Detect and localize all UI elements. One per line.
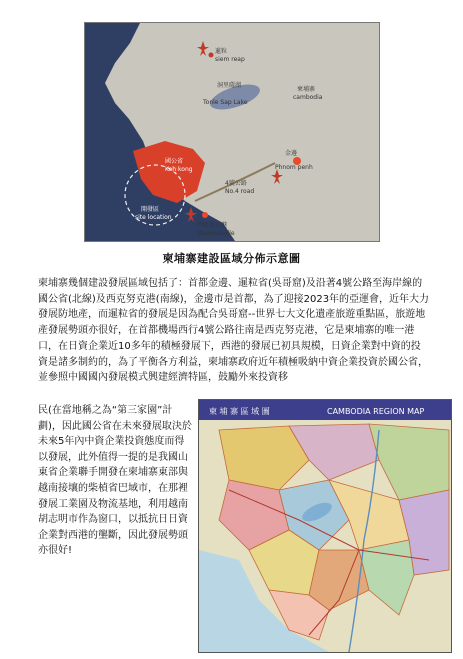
region-photo-map	[84, 22, 380, 242]
region-map-title-cn: 柬 埔 寨 區 域 圖	[209, 407, 270, 416]
label-site-location: site location	[135, 214, 172, 221]
label-siem-reap-cn: 暹粒	[215, 48, 228, 55]
label-phnom-penh: Phnom penh	[275, 164, 313, 171]
label-road: No.4 road	[225, 188, 255, 195]
label-tonle-sap-cn: 洞里薩湖	[217, 82, 242, 89]
label-koh-kong: Koh kong	[165, 166, 193, 173]
label-cambodia-cn: 柬埔寨	[297, 86, 316, 93]
body-paragraph: 柬埔寨幾個建設發展區域包括了：首都金邊、暹粒省(吳哥窟)及沿著4號公路至海岸線的國公省(北線)及西克努克港(南線)，金邊市是首都，為了迎接2023年的亞運會，近年大力發展防地產，而暹粒省的發展是因為配合吳哥窟--世界七大文化遺產旅遊重點區，旅遊地產發展勢頭亦很好，在首都機場西行4號公路往南是西克努克港，它是柬埔寨的唯一港口，在日資企業近10多年的積極發展下，西港的發展已初具規模，日資企業對中資的投資是諸多制約的，為了平衡各方利益，柬埔寨政府近年積極吸納中資企業投資於國公省，並參照中國國內發展模式興建經濟特區，鼓勵外來投資移	[38, 278, 430, 384]
label-site-cn: 開發區	[141, 206, 160, 213]
label-koh-kong-cn: 國公省	[165, 158, 184, 165]
label-phnom-penh-cn: 金邊	[285, 150, 298, 157]
label-tonle-sap: Tonle Sap Lake	[203, 99, 248, 106]
body-paragraph-continued: 民(在當地稱之為“第三家園”計劃)，因此國公省在未來發展取決於未來5年內中資企業投資態度而得以發展，此外值得一提的是我國山東省企業聯手開發在柬埔寨東部與越南接壤的柴楨省巴域市，在那裡發展工業園及物流基地，利用越南胡志明市作為窗口，以抵抗日日資企業對西港的壟斷，因此發展勢頭亦很好!	[38, 405, 192, 557]
figure-caption: 柬埔寨建設區域分佈示意圖	[162, 252, 301, 265]
label-sihanoukville: shanoukville	[197, 230, 235, 237]
photo-map-graphic	[85, 23, 379, 241]
region-map-title-en: CAMBODIA REGION MAP	[327, 407, 425, 416]
label-road-cn: 4號公路	[225, 180, 247, 187]
cambodia-region-map	[198, 399, 452, 653]
label-cambodia: cambodia	[293, 94, 323, 101]
region-map-graphic	[199, 400, 451, 652]
label-siem-reap: siem reap	[215, 56, 245, 63]
label-sihanoukville-cn: 西哈努克港	[197, 222, 228, 229]
